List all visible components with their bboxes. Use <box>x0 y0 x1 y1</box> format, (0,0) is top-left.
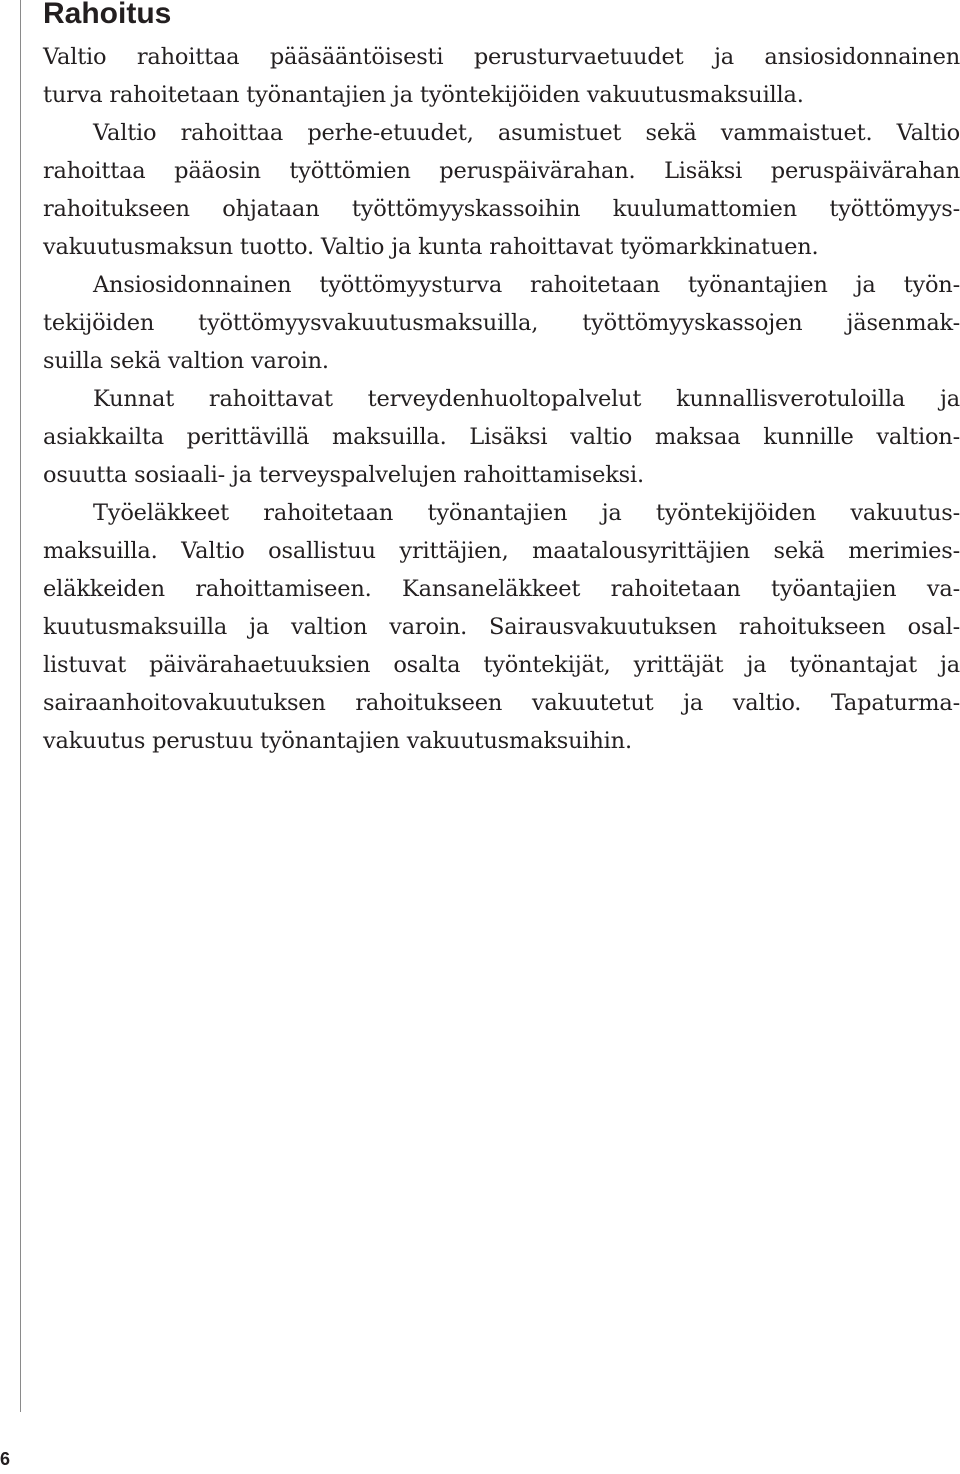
body-text <box>43 38 960 760</box>
section-heading: Rahoitus <box>43 0 172 30</box>
paragraph-family-benefits <box>43 114 960 266</box>
text-line: Työeläkkeet rahoitetaan työnantajien ja työntekijöiden vakuutus- <box>93 500 960 526</box>
text-line: sairaanhoitovakuutuksen rahoitukseen vakuutetut ja valtio. Tapaturma- <box>43 690 960 716</box>
text-line: rahoitukseen ohjataan työttömyyskassoihin kuulumattomien työttömyys- <box>43 196 960 222</box>
text-line: osuutta sosiaali- ja terveyspalvelujen rahoittamiseksi. <box>43 462 644 488</box>
text-line: turva rahoitetaan työnantajien ja työntekijöiden vakuutusmaksuilla. <box>43 82 804 108</box>
paragraph-funding-overview <box>43 38 960 114</box>
text-line: vakuutusmaksun tuotto. Valtio ja kunta rahoittavat työmarkkinatuen. <box>43 234 819 260</box>
paragraph-unemployment-insurance <box>43 266 960 380</box>
text-line: suilla sekä valtion varoin. <box>43 348 329 374</box>
paragraph-health-services <box>43 380 960 494</box>
text-line: eläkkeiden rahoittamiseen. Kansaneläkkeet rahoitetaan työantajien va- <box>43 576 960 602</box>
text-line: Valtio rahoittaa pääsääntöisesti perusturvaetuudet ja ansiosidonnainen <box>43 44 960 70</box>
page-number: 6 <box>0 1449 11 1469</box>
text-line: asiakkailta perittävillä maksuilla. Lisäksi valtio maksaa kunnille valtion- <box>43 424 960 450</box>
text-line: kuutusmaksuilla ja valtion varoin. Sairausvakuutuksen rahoitukseen osal- <box>43 614 960 640</box>
text-line: tekijöiden työttömyysvakuutusmaksuilla, työttömyyskassojen jäsenmak- <box>43 310 960 336</box>
paragraph-pensions <box>43 494 960 760</box>
text-line: maksuilla. Valtio osallistuu yrittäjien, maatalousyrittäjien sekä merimies- <box>43 538 960 564</box>
text-line: rahoittaa pääosin työttömien peruspäivärahan. Lisäksi peruspäivärahan <box>43 158 960 184</box>
text-line: Ansiosidonnainen työttömyysturva rahoitetaan työnantajien ja työn- <box>93 272 960 298</box>
text-line: vakuutus perustuu työnantajien vakuutusmaksuihin. <box>43 728 632 754</box>
text-line: Valtio rahoittaa perhe-etuudet, asumistuet sekä vammaistuet. Valtio <box>93 120 960 146</box>
text-line: listuvat päivärahaetuuksien osalta työntekijät, yrittäjät ja työnantajat ja <box>43 652 960 678</box>
margin-rule <box>20 0 21 1412</box>
text-line: Kunnat rahoittavat terveydenhuoltopalvelut kunnallisverotuloilla ja <box>93 386 960 412</box>
